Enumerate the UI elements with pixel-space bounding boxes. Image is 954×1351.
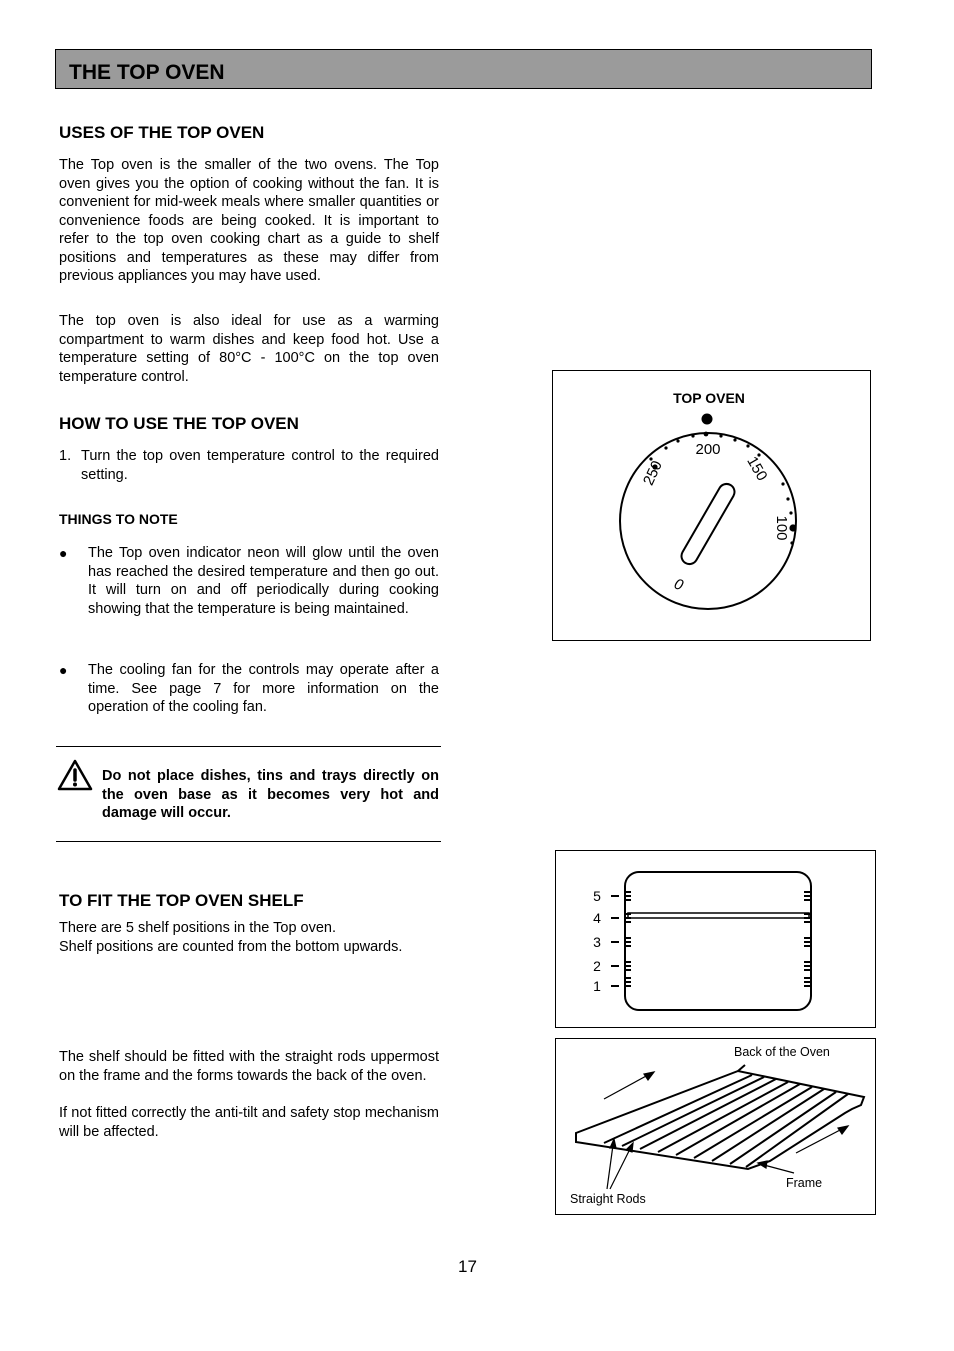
step-number: 1. xyxy=(59,448,72,464)
back-of-oven-label: Back of the Oven xyxy=(734,1045,830,1059)
page-number: 17 xyxy=(458,1257,477,1276)
dial-mark-100: 100 xyxy=(773,515,790,541)
dial-label: TOP OVEN xyxy=(673,390,745,406)
dial-pointer xyxy=(679,481,738,567)
straight-rods xyxy=(604,1075,848,1167)
fit-shelf-paragraph-3: The shelf should be fitted with the straight rods uppermost on the frame and the forms towards the back of the oven. xyxy=(59,1049,439,1084)
warning-text: Do not place dishes, tins and trays directly on the oven base as it becomes very hot and damage will occur. xyxy=(102,768,439,821)
fit-shelf-line-2: Shelf positions are counted from the bottom upwards. xyxy=(59,939,403,955)
dial-mark-200: 200 xyxy=(695,441,721,458)
bullet-dot: ● xyxy=(59,545,68,561)
warning-triangle-icon xyxy=(57,759,93,796)
warning-bottom-rule xyxy=(56,841,441,842)
note-text-2: The cooling fan for the controls may operate after a time. See page 7 for more information on the operation of the cooling fan. xyxy=(88,662,439,715)
shelf-position-2: 2 xyxy=(593,958,601,974)
direction-arrows xyxy=(604,1072,848,1189)
note-text-1: The Top oven indicator neon will glow until the oven has reached the desired temperature and then go out. It will turn on and off periodically during cooking showing that the temperature is being maintained. xyxy=(88,545,439,617)
shelf-position-1: 1 xyxy=(593,978,601,994)
shelf-in-position-4 xyxy=(628,913,809,918)
things-to-note-heading: THINGS TO NOTE xyxy=(59,511,178,527)
bullet-dot: ● xyxy=(59,662,68,678)
runner-ticks xyxy=(611,892,811,986)
page-title: THE TOP OVEN xyxy=(69,61,225,84)
dial-mark-0: 0 xyxy=(671,575,686,595)
uses-paragraph-1: The Top oven is the smaller of the two ovens. The Top oven gives you the option of cooking without the fan. It is convenient for mid-week meals where smaller quantities or convenience foods are being cooked. It is important to refer to the top oven cooking chart as a guide to shelf positions and temperatures as these may differ from previous appliances you may have used. xyxy=(59,157,439,284)
shelf-frame xyxy=(576,1065,864,1169)
uses-paragraph-2: The top oven is also ideal for use as a warming compartment to warm dishes and keep food hot. Use a temperature setting of 80°C - 100°C on the top oven temperature control. xyxy=(59,313,439,385)
dial-mark-250: 250 xyxy=(639,458,666,489)
shelf-position-3: 3 xyxy=(593,934,601,950)
frame-label: Frame xyxy=(786,1176,823,1190)
straight-rods-label: Straight Rods xyxy=(570,1192,646,1206)
page-title-bar xyxy=(55,49,872,89)
dial-ring xyxy=(620,433,796,609)
shelf-positions-figure xyxy=(555,850,876,1028)
step-text: Turn the top oven temperature control to the required setting. xyxy=(81,448,439,483)
oven-cavity xyxy=(625,872,811,1010)
shelf-position-4: 4 xyxy=(593,910,601,926)
dial-mark-150: 150 xyxy=(743,453,771,484)
fit-shelf-line-1: There are 5 shelf positions in the Top oven. xyxy=(59,920,337,936)
fit-shelf-paragraph-4: If not fitted correctly the anti-tilt and safety stop mechanism will be affected. xyxy=(59,1105,439,1140)
how-to-heading: HOW TO USE THE TOP OVEN xyxy=(59,414,299,433)
temperature-dial-figure xyxy=(552,370,871,641)
indicator-neon-icon xyxy=(702,414,713,425)
oven-shelf-rack-figure xyxy=(555,1038,876,1215)
shelf-position-5: 5 xyxy=(593,888,601,904)
warning-top-rule xyxy=(56,746,441,747)
uses-heading: USES OF THE TOP OVEN xyxy=(59,123,265,142)
fit-shelf-heading: TO FIT THE TOP OVEN SHELF xyxy=(59,891,304,910)
